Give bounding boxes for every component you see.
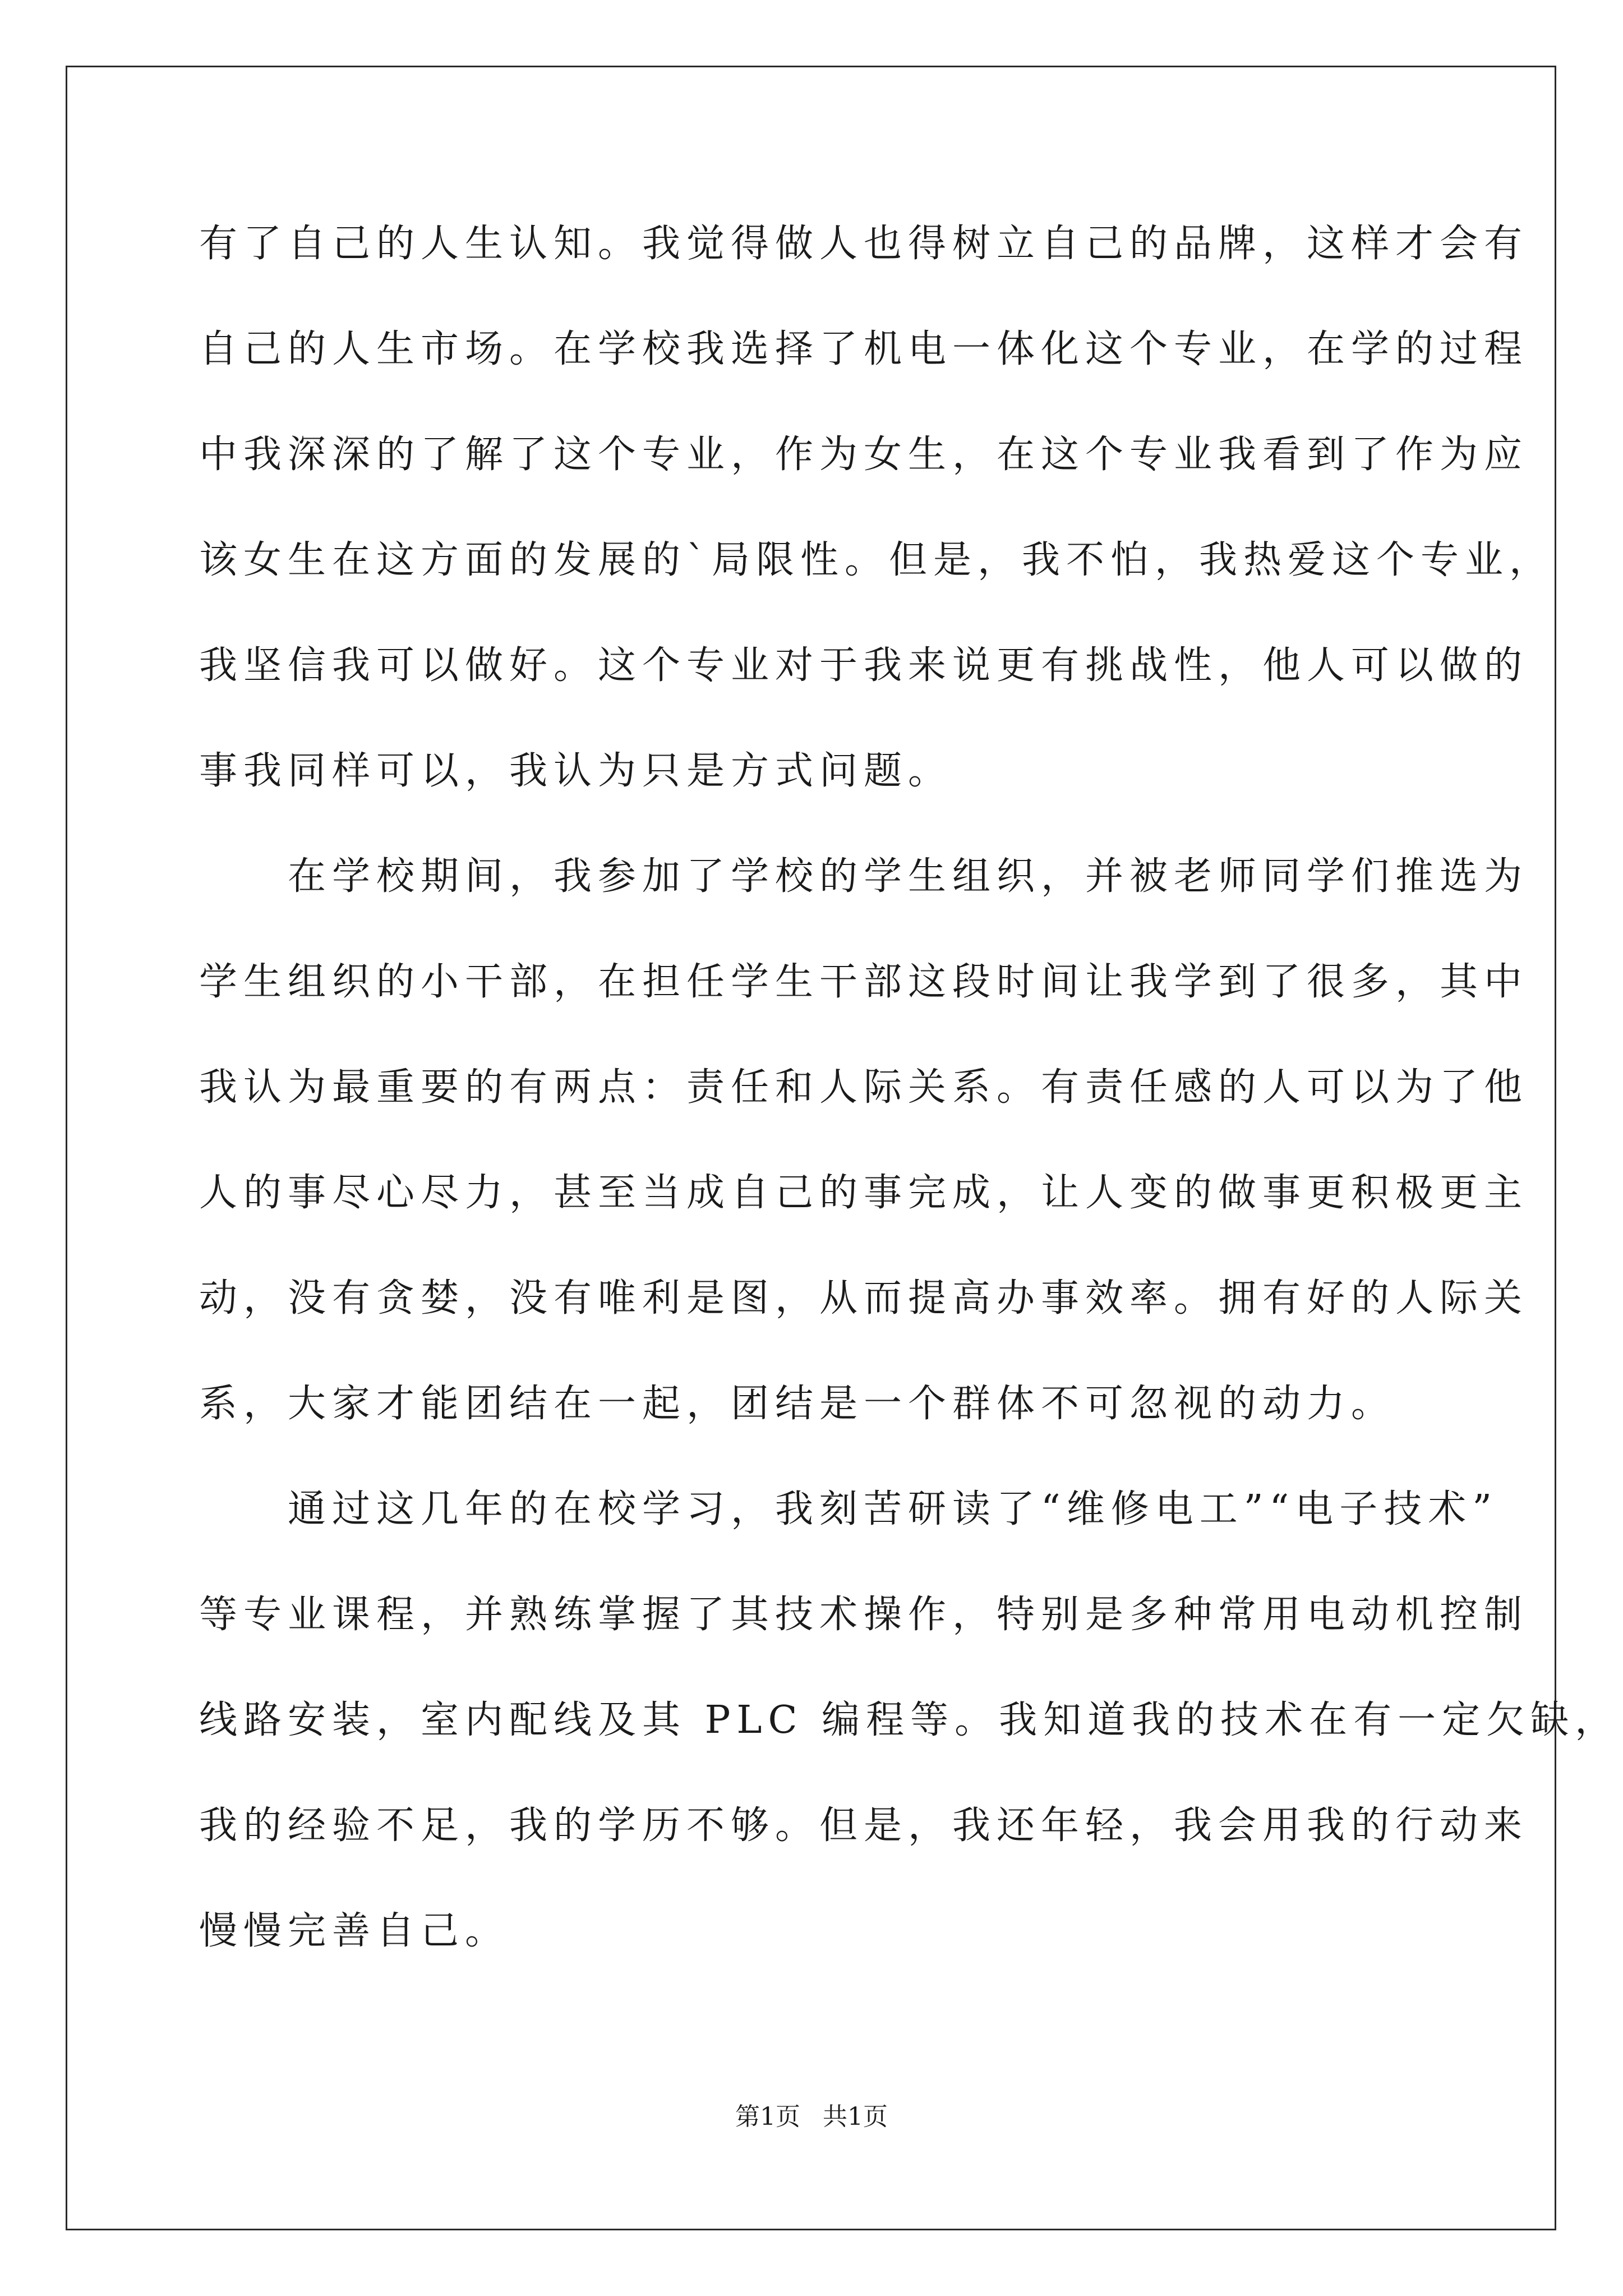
text-line: 我的经验不足，我的学历不够。但是，我还年轻，我会用我的行动来 xyxy=(199,1803,1529,1848)
text-line: 我认为最重要的有两点：责任和人际关系。有责任感的人可以为了他 xyxy=(199,1065,1529,1110)
text-line: 动，没有贪婪，没有唯利是图，从而提高办事效率。拥有好的人际关 xyxy=(199,1276,1529,1320)
text-line: 事我同样可以，我认为只是方式问题。 xyxy=(199,749,953,793)
text-line: 等专业课程，并熟练掌握了其技术操作，特别是多种常用电动机控制 xyxy=(199,1593,1529,1637)
page-number: 第1页 xyxy=(735,2102,800,2131)
text-line: 学生组织的小干部，在担任学生干部这段时间让我学到了很多，其中 xyxy=(199,960,1529,1004)
text-line: 该女生在这方面的发展的`局限性。但是，我不怕，我热爱这个专业， xyxy=(199,538,1554,582)
text-line: 我坚信我可以做好。这个专业对于我来说更有挑战性，他人可以做的 xyxy=(199,643,1529,688)
page-total: 共1页 xyxy=(823,2102,888,2131)
text-line: 系，大家才能团结在一起，团结是一个群体不可忽视的动力。 xyxy=(199,1382,1396,1426)
page-footer xyxy=(0,2100,1623,2134)
text-line: 线路安装，室内配线及其 PLC 编程等。我知道我的技术在有一定欠缺， xyxy=(199,1698,1620,1742)
text-line: 通过这几年的在校学习，我刻苦研读了“维修电工”“电子技术” xyxy=(199,1487,1498,1531)
document-body xyxy=(199,210,1620,2003)
text-line: 自己的人生市场。在学校我选择了机电一体化这个专业，在学的过程 xyxy=(199,327,1529,371)
text-line: 在学校期间，我参加了学校的学生组织，并被老师同学们推选为 xyxy=(199,854,1529,899)
text-line: 有了自己的人生认知。我觉得做人也得树立自己的品牌，这样才会有 xyxy=(199,222,1529,266)
text-line: 人的事尽心尽力，甚至当成自己的事完成，让人变的做事更积极更主 xyxy=(199,1171,1529,1215)
text-line: 中我深深的了解了这个专业，作为女生，在这个专业我看到了作为应 xyxy=(199,432,1529,477)
text-line: 慢慢完善自己。 xyxy=(199,1909,510,1953)
